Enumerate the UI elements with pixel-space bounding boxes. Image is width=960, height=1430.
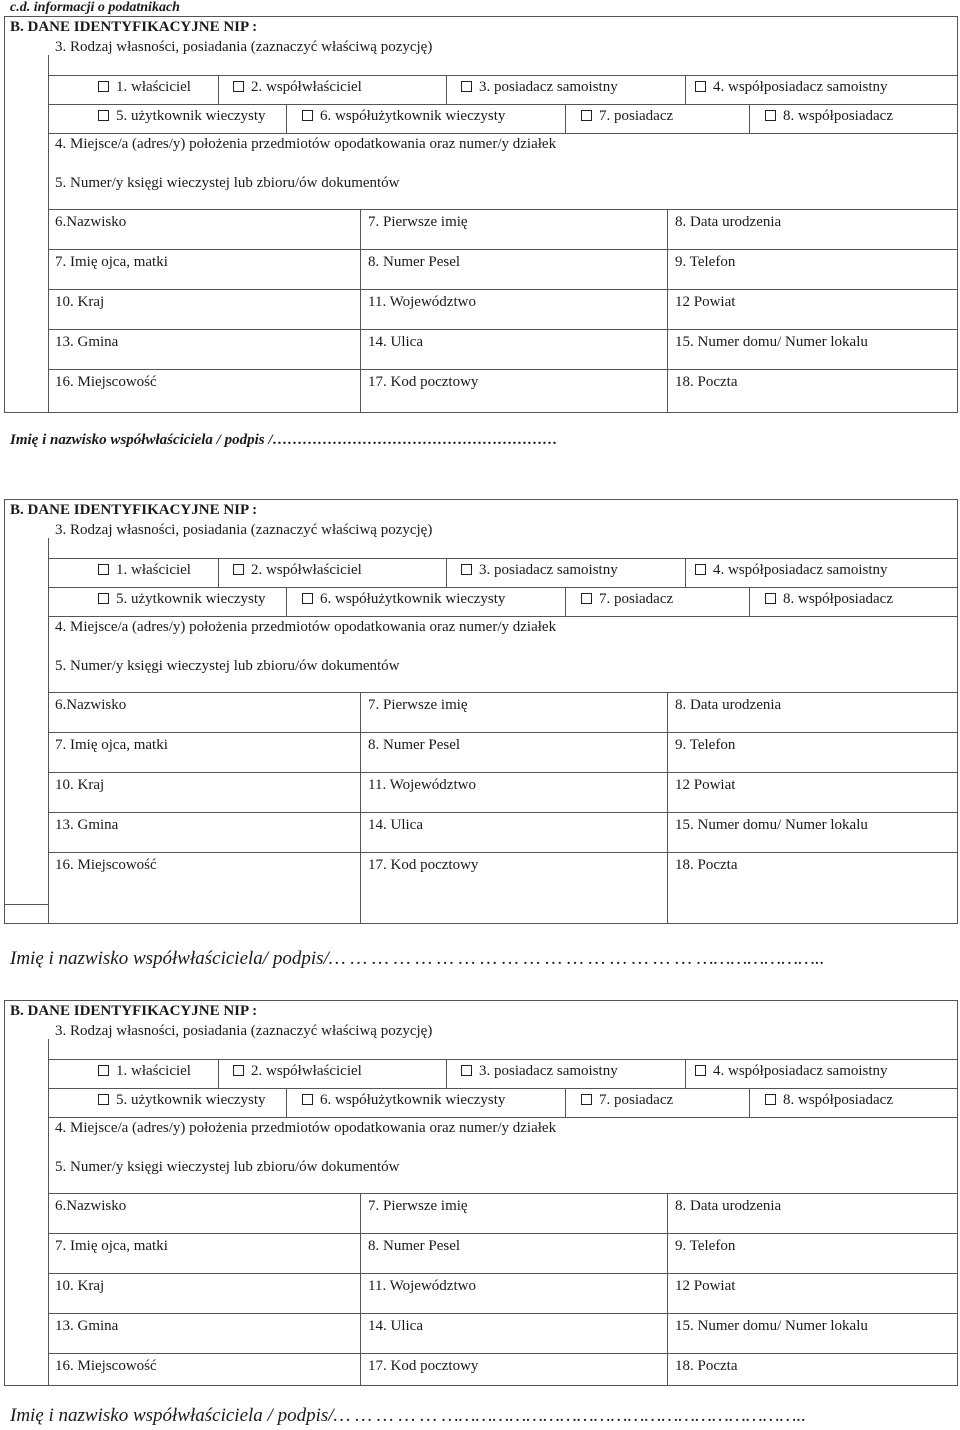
block-2-stub-line	[4, 904, 48, 905]
ownership-option-4[interactable]	[695, 561, 888, 579]
field-label: 17. Kod pocztowy	[368, 374, 479, 390]
ownership-option-1[interactable]	[98, 561, 191, 579]
field-label: 10. Kraj	[55, 1278, 105, 1294]
field-label: 6.Nazwisko	[55, 214, 127, 230]
field-label: 8. Data urodzenia	[675, 1198, 782, 1214]
field-label: 16. Miejscowość	[55, 857, 157, 873]
ownership-option-3[interactable]	[461, 78, 618, 96]
grid-col-divider	[360, 209, 361, 413]
checkbox-divider	[446, 558, 447, 587]
ownership-option-4[interactable]	[695, 1062, 888, 1080]
field-label: 15. Numer domu/ Numer lokalu	[675, 817, 868, 833]
checkbox[interactable]	[695, 81, 706, 92]
checkbox-row-bottom	[48, 616, 958, 617]
section-title: B. DANE IDENTYFIKACYJNE NIP :	[10, 19, 258, 35]
ownership-option-7[interactable]	[581, 107, 673, 125]
checkbox-divider	[218, 75, 219, 104]
ownership-option-label: 6. współużytkownik wieczysty	[320, 108, 506, 124]
field-label: 7. Pierwsze imię	[368, 1198, 468, 1214]
ownership-option-label: 1. właściciel	[116, 79, 191, 95]
ownership-option-label: 5. użytkownik wieczysty	[116, 108, 266, 124]
checkbox-divider	[446, 1059, 447, 1088]
ownership-option-6[interactable]	[302, 107, 505, 125]
ownership-option-label: 2. współwłaściciel	[251, 562, 362, 578]
ownership-option-3[interactable]	[461, 561, 618, 579]
grid-row-line	[48, 289, 958, 290]
checkbox-row-bottom	[48, 133, 958, 134]
checkbox-row-top	[48, 558, 958, 559]
ownership-option-label: 8. współposiadacz	[783, 591, 893, 607]
field-label: 13. Gmina	[55, 817, 119, 833]
page-header: c.d. informacji o podatnikach	[10, 0, 180, 15]
grid-row-line	[48, 1233, 958, 1234]
grid-row-line	[48, 852, 958, 853]
field-label: 14. Ulica	[368, 817, 423, 833]
field-label: 13. Gmina	[55, 334, 119, 350]
checkbox-divider	[218, 1059, 219, 1088]
checkbox-divider	[685, 75, 686, 104]
checkbox-row-mid	[48, 104, 958, 105]
land-book-label: 5. Numer/y księgi wieczystej lub zbioru/ów dokumentów	[55, 1159, 400, 1175]
field-label: 16. Miejscowość	[55, 1358, 157, 1374]
ownership-option-8[interactable]	[765, 590, 893, 608]
signature-line: Imię i nazwisko współwłaściciela / podpis /…………………………………………………	[10, 432, 558, 448]
signature-line: Imię i nazwisko współwłaściciela/ podpis/… … … … … … … … … … … … … … … … … …………………..	[10, 948, 825, 969]
ownership-option-label: 3. posiadacz samoistny	[479, 562, 618, 578]
ownership-option-label: 4. współposiadacz samoistny	[713, 79, 888, 95]
grid-row-line	[48, 1353, 958, 1354]
field-label: 6.Nazwisko	[55, 1198, 127, 1214]
grid-col-divider	[360, 1193, 361, 1386]
ownership-option-label: 1. właściciel	[116, 1063, 191, 1079]
checkbox-divider	[685, 1059, 686, 1088]
ownership-option-1[interactable]	[98, 78, 191, 96]
ownership-option-5[interactable]	[98, 107, 266, 125]
ownership-option-label: 8. współposiadacz	[783, 108, 893, 124]
field-label: 8. Data urodzenia	[675, 214, 782, 230]
checkbox-divider	[286, 587, 287, 616]
ownership-option-label: 4. współposiadacz samoistny	[713, 1063, 888, 1079]
checkbox[interactable]	[98, 110, 109, 121]
ownership-option-7[interactable]	[581, 590, 673, 608]
checkbox[interactable]	[765, 1094, 776, 1105]
grid-top	[48, 692, 958, 693]
field-label: 16. Miejscowość	[55, 374, 157, 390]
ownership-option-label: 7. posiadacz	[599, 1092, 674, 1108]
ownership-label: 3. Rodzaj własności, posiadania (zaznaczyć właściwą pozycję)	[55, 1023, 433, 1039]
grid-row-line	[48, 732, 958, 733]
grid-row-line	[48, 1273, 958, 1274]
field-label: 8. Numer Pesel	[368, 1238, 461, 1254]
checkbox[interactable]	[765, 593, 776, 604]
ownership-option-label: 7. posiadacz	[599, 591, 674, 607]
checkbox-divider	[565, 104, 566, 133]
ownership-option-label: 4. współposiadacz samoistny	[713, 562, 888, 578]
checkbox[interactable]	[302, 1094, 313, 1105]
field-label: 7. Imię ojca, matki	[55, 1238, 168, 1254]
ownership-option-5[interactable]	[98, 590, 266, 608]
field-label: 7. Imię ojca, matki	[55, 254, 168, 270]
grid-row-line	[48, 812, 958, 813]
grid-row-line	[48, 329, 958, 330]
grid-col-divider	[667, 692, 668, 924]
grid-row-line	[48, 1313, 958, 1314]
field-label: 12 Powiat	[675, 1278, 736, 1294]
field-label: 10. Kraj	[55, 777, 105, 793]
ownership-option-label: 6. współużytkownik wieczysty	[320, 591, 506, 607]
checkbox[interactable]	[233, 81, 244, 92]
checkbox[interactable]	[302, 110, 313, 121]
grid-col-divider	[667, 209, 668, 413]
location-label: 4. Miejsce/a (adres/y) położenia przedmiotów opodatkowania oraz numer/y działek	[55, 1120, 557, 1136]
checkbox[interactable]	[765, 110, 776, 121]
checkbox[interactable]	[98, 1094, 109, 1105]
grid-row-line	[48, 369, 958, 370]
field-label: 17. Kod pocztowy	[368, 857, 479, 873]
field-label: 9. Telefon	[675, 737, 736, 753]
ownership-option-8[interactable]	[765, 1091, 893, 1109]
grid-top	[48, 209, 958, 210]
grid-row-line	[48, 772, 958, 773]
checkbox[interactable]	[461, 1065, 472, 1076]
checkbox-row-top	[48, 75, 958, 76]
grid-top	[48, 1193, 958, 1194]
ownership-option-label: 5. użytkownik wieczysty	[116, 1092, 266, 1108]
block-2-indent-line	[48, 538, 49, 924]
field-label: 9. Telefon	[675, 1238, 736, 1254]
field-label: 8. Numer Pesel	[368, 254, 461, 270]
field-label: 10. Kraj	[55, 294, 105, 310]
block-1-indent-line	[48, 55, 49, 413]
field-label: 13. Gmina	[55, 1318, 119, 1334]
field-label: 11. Województwo	[368, 294, 476, 310]
checkbox[interactable]	[98, 564, 109, 575]
field-label: 7. Imię ojca, matki	[55, 737, 168, 753]
ownership-label: 3. Rodzaj własności, posiadania (zaznaczyć właściwą pozycję)	[55, 39, 433, 55]
ownership-option-label: 8. współposiadacz	[783, 1092, 893, 1108]
field-label: 8. Numer Pesel	[368, 737, 461, 753]
ownership-option-label: 3. posiadacz samoistny	[479, 1063, 618, 1079]
checkbox[interactable]	[233, 564, 244, 575]
ownership-option-label: 7. posiadacz	[599, 108, 674, 124]
field-label: 11. Województwo	[368, 1278, 476, 1294]
grid-col-divider	[360, 692, 361, 924]
checkbox[interactable]	[461, 81, 472, 92]
location-label: 4. Miejsce/a (adres/y) położenia przedmiotów opodatkowania oraz numer/y działek	[55, 619, 557, 635]
checkbox[interactable]	[98, 593, 109, 604]
field-label: 11. Województwo	[368, 777, 476, 793]
ownership-option-6[interactable]	[302, 590, 505, 608]
location-label: 4. Miejsce/a (adres/y) położenia przedmiotów opodatkowania oraz numer/y działek	[55, 136, 557, 152]
grid-col-divider	[667, 1193, 668, 1386]
ownership-option-2[interactable]	[233, 1062, 362, 1080]
ownership-option-label: 5. użytkownik wieczysty	[116, 591, 266, 607]
field-label: 7. Pierwsze imię	[368, 214, 468, 230]
field-label: 12 Powiat	[675, 777, 736, 793]
field-label: 18. Poczta	[675, 1358, 738, 1374]
checkbox[interactable]	[233, 1065, 244, 1076]
checkbox[interactable]	[581, 110, 592, 121]
field-label: 17. Kod pocztowy	[368, 1358, 479, 1374]
land-book-label: 5. Numer/y księgi wieczystej lub zbioru/ów dokumentów	[55, 175, 400, 191]
field-label: 6.Nazwisko	[55, 697, 127, 713]
field-label: 18. Poczta	[675, 374, 738, 390]
checkbox[interactable]	[98, 1065, 109, 1076]
checkbox-divider	[749, 587, 750, 616]
ownership-option-3[interactable]	[461, 1062, 618, 1080]
ownership-label: 3. Rodzaj własności, posiadania (zaznaczyć właściwą pozycję)	[55, 522, 433, 538]
field-label: 15. Numer domu/ Numer lokalu	[675, 334, 868, 350]
checkbox-row-bottom	[48, 1117, 958, 1118]
ownership-option-4[interactable]	[695, 78, 888, 96]
ownership-option-label: 3. posiadacz samoistny	[479, 79, 618, 95]
field-label: 15. Numer domu/ Numer lokalu	[675, 1318, 868, 1334]
checkbox[interactable]	[695, 1065, 706, 1076]
checkbox-row-mid	[48, 587, 958, 588]
checkbox[interactable]	[695, 564, 706, 575]
field-label: 8. Data urodzenia	[675, 697, 782, 713]
ownership-option-2[interactable]	[233, 561, 362, 579]
checkbox[interactable]	[461, 564, 472, 575]
signature-line: Imię i nazwisko współwłaściciela / podpis/… … … … … ………………………………………………………..	[10, 1405, 807, 1426]
checkbox-divider	[286, 104, 287, 133]
checkbox[interactable]	[302, 593, 313, 604]
checkbox-divider	[286, 1088, 287, 1117]
ownership-option-label: 1. właściciel	[116, 562, 191, 578]
section-title: B. DANE IDENTYFIKACYJNE NIP :	[10, 502, 258, 518]
field-label: 14. Ulica	[368, 1318, 423, 1334]
ownership-option-2[interactable]	[233, 78, 362, 96]
grid-row-line	[48, 249, 958, 250]
checkbox-divider	[218, 558, 219, 587]
checkbox[interactable]	[581, 593, 592, 604]
ownership-option-label: 2. współwłaściciel	[251, 1063, 362, 1079]
field-label: 9. Telefon	[675, 254, 736, 270]
checkbox-row-top	[48, 1059, 958, 1060]
checkbox-divider	[685, 558, 686, 587]
section-title: B. DANE IDENTYFIKACYJNE NIP :	[10, 1003, 258, 1019]
field-label: 18. Poczta	[675, 857, 738, 873]
checkbox[interactable]	[581, 1094, 592, 1105]
ownership-option-7[interactable]	[581, 1091, 673, 1109]
field-label: 12 Powiat	[675, 294, 736, 310]
checkbox-divider	[749, 1088, 750, 1117]
ownership-option-1[interactable]	[98, 1062, 191, 1080]
checkbox[interactable]	[98, 81, 109, 92]
land-book-label: 5. Numer/y księgi wieczystej lub zbioru/ów dokumentów	[55, 658, 400, 674]
ownership-option-6[interactable]	[302, 1091, 505, 1109]
block-3-indent-line	[48, 1039, 49, 1386]
ownership-option-label: 2. współwłaściciel	[251, 79, 362, 95]
field-label: 7. Pierwsze imię	[368, 697, 468, 713]
checkbox-divider	[446, 75, 447, 104]
checkbox-divider	[565, 587, 566, 616]
checkbox-divider	[749, 104, 750, 133]
ownership-option-label: 6. współużytkownik wieczysty	[320, 1092, 506, 1108]
ownership-option-5[interactable]	[98, 1091, 266, 1109]
checkbox-divider	[565, 1088, 566, 1117]
ownership-option-8[interactable]	[765, 107, 893, 125]
field-label: 14. Ulica	[368, 334, 423, 350]
checkbox-row-mid	[48, 1088, 958, 1089]
